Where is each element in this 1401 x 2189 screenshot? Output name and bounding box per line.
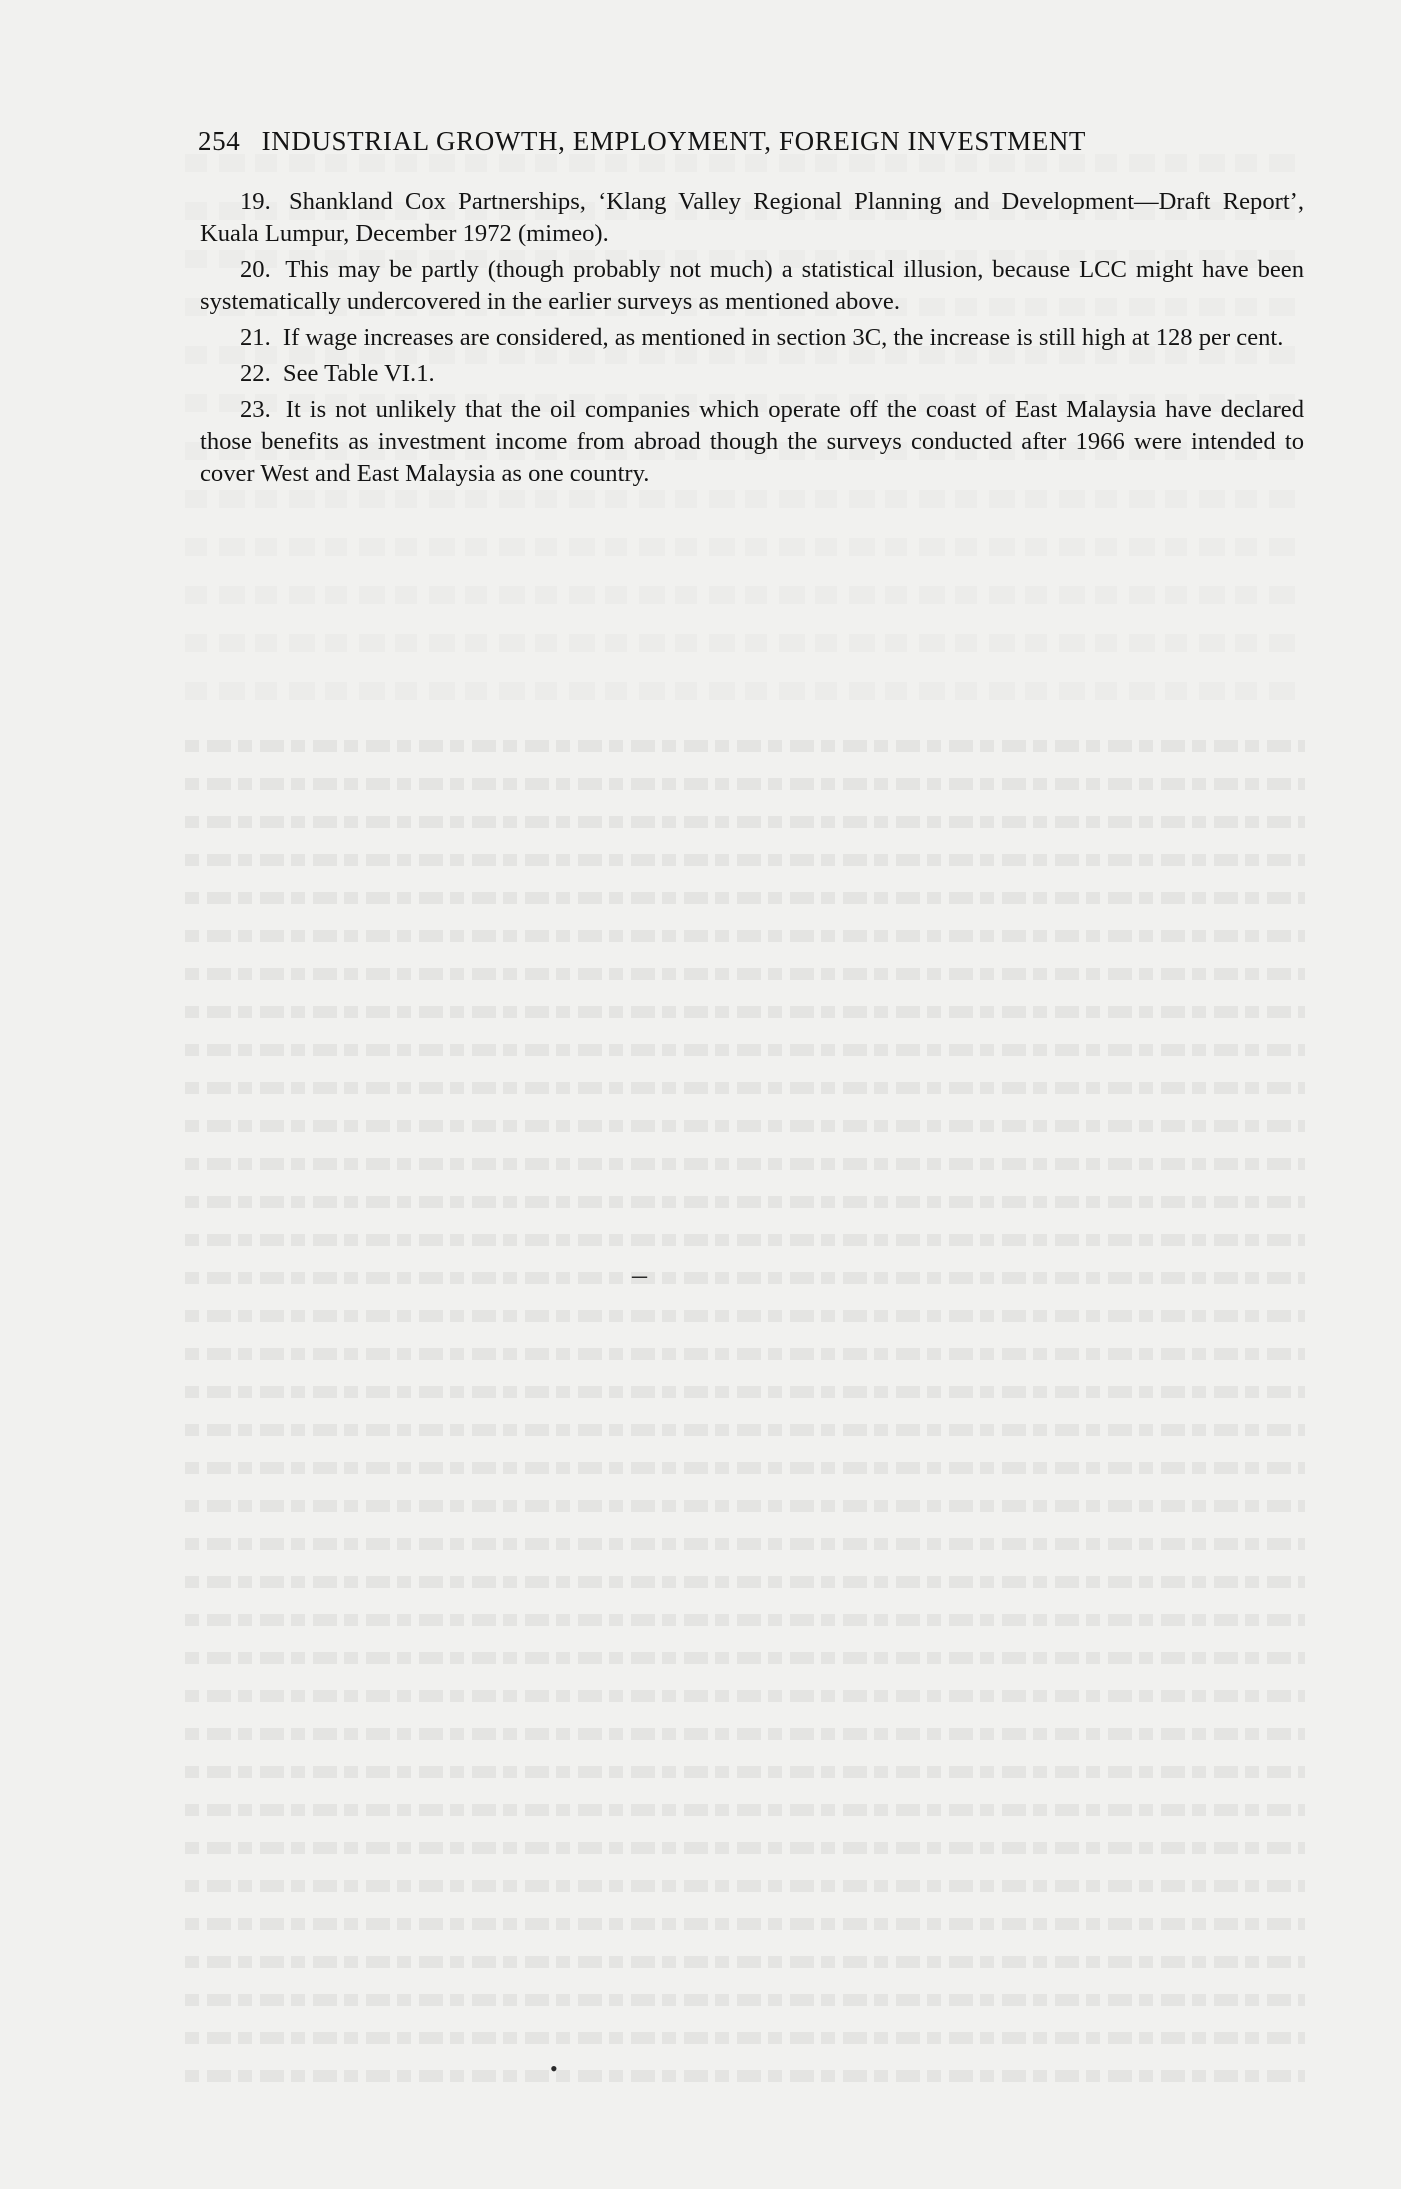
endnote-21	[200, 322, 1304, 354]
endnote-19	[200, 186, 1304, 250]
ink-dot-mark: •	[550, 2056, 558, 2081]
endnotes	[200, 186, 1304, 494]
endnote-number: 22.	[240, 360, 271, 387]
endnote-text: Shankland Cox Partnerships, ‘Klang Valley Regional Planning and Development—Draft Report’, Kuala Lumpur, December 1972 (mimeo).	[200, 188, 1304, 247]
endnote-number: 21.	[240, 324, 271, 351]
endnote-number: 23.	[240, 396, 271, 423]
page-number: 254	[198, 126, 241, 156]
endnote-number: 20.	[240, 256, 271, 283]
endnote-text: If wage increases are considered, as mentioned in section 3C, the increase is still high at 128 per cent.	[282, 324, 1284, 351]
endnote-text: This may be partly (though probably not much) a statistical illusion, because LCC might have been systematically undercovered in the earlier surveys as mentioned above.	[200, 256, 1304, 315]
endnote-23	[200, 394, 1304, 490]
endnote-number: 19.	[240, 188, 271, 215]
endnote-22	[200, 358, 1304, 390]
show-through-footnotes	[185, 740, 1305, 2160]
running-header	[198, 126, 1218, 166]
endnote-text: See Table VI.1.	[282, 360, 435, 387]
running-title: INDUSTRIAL GROWTH, EMPLOYMENT, FOREIGN INVESTMENT	[261, 126, 1087, 156]
endnote-text: It is not unlikely that the oil companies which operate off the coast of East Malaysia have declared those benefits as investment income from abroad though the surveys conducted after 1966 were intended to cover West and East Malaysia as one country.	[200, 396, 1305, 487]
endnote-20	[200, 254, 1304, 318]
ink-dash-mark: –	[632, 1258, 647, 1291]
